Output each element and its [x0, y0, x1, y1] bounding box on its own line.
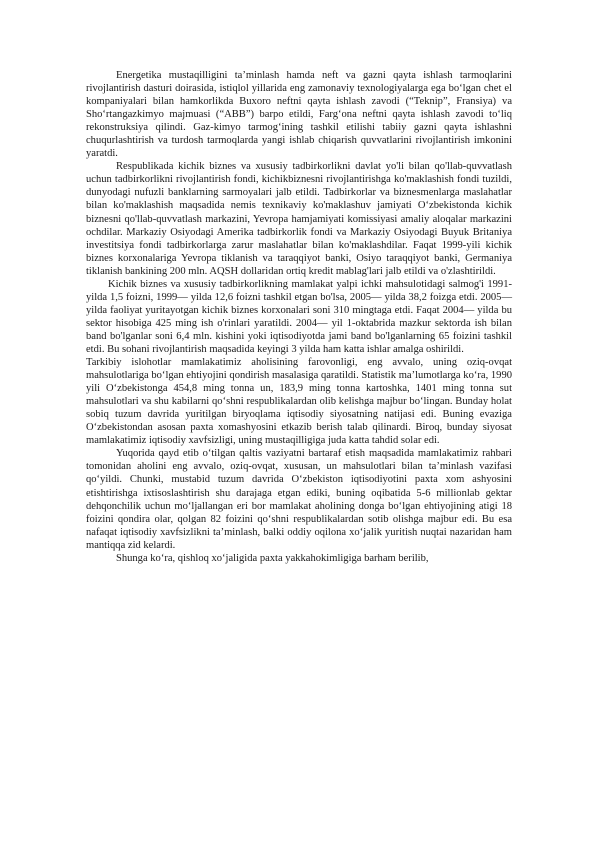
- body-text: [86, 69, 512, 565]
- paragraph-small-business-support: Respublikada kichik biznes va xususiy tadbirkorlikni davlat yo'li bilan qo'llab-quvvatlash uchun tadbirkorlikni rivojlantirish fondi, kichikbiznesni rivojlantirishga ko'maklashish fondi tuzildi, dunyodagi nufuzli banklarning sarmoyalari jalb etildi. Tadbirkorlar va biznesmenlarga maslahatlar bilan ko'maklashish maqsadida nemis texnikaviy ko'maklashuv jamiyati O‘zbekistonda kichik biznesni qo'llab-quvvatlash markazini, Yevropa hamjamiyati komissiyasi amaliy aloqalar markazini ochdilar. Markaziy Osiyodagi Amerika tadbirkorlik fondi va Markaziy Osiyodagi Buyuk Britaniya investitsiya fondi tadbirkorlarga zarur maslahatlar bilan ko'maklashdilar. Faqat 1999-yili kichik biznes korxonalariga Yevropa tiklanish va taraqqiyot banki, Osiyo taraqqiyot banki, Germaniya tiklanish bankining 200 mln. AQSH dollaridan ortiq kredit mablag'lari jalb etildi va o'zlashtirildi.: [86, 161, 512, 277]
- paragraph-agriculture: Shunga ko‘ra, qishloq xo‘jaligida paxta yakkahokimligiga barham berilib,: [116, 552, 429, 564]
- paragraph-energy: Energetika mustaqilligini ta’minlash hamda neft va gazni qayta ishlash tarmoqlarini rivojlantirish dasturi doirasida, istiqlol yillarida eng zamonaviy texnologiyalarga ega bo‘lgan chet el kompaniyalari bilan hamkorlikda Buxoro neftni qayta ishlash zavodi (“Teknip”, Fransiya) va Sho‘rtangazkimyo majmuasi (“ABB”) barpo etildi, Farg‘ona neftni qayta ishlash zavodi to‘liq rekonstruksiya qilindi. Gaz-kimyo tarmog‘ining tashkil etilishi tabiiy gazni qayta ishlashni chuqurlashtirish va turdosh tarmoqlarda yangi ishlab chiqarish quvvatlarini rivojlantirish imkonini yaratdi.: [86, 70, 512, 160]
- paragraph-food-security: Yuqorida qayd etib o‘tilgan qaltis vaziyatni bartaraf etish maqsadida mamlakatimiz rahbari tomonidan aholini eng avvalo, oziq-ovqat, xususan, un mahsulotlari bilan ta’minlash vazifasi qo‘yildi. Chunki, mustabid tuzum davrida O‘zbekiston iqtisodiyotini paxta xom ashyosini etishtirishga ixtisoslashtirish shu darajaga etgan ediki, buning oqibatida 5-6 millionlab gektar dehqonchilik uchun mo‘ljallangan eri bor mamlakat aholining donga bo‘lgan ehtiyojining atigi 18 foizini qondira olar, qolgan 82 foizini qo‘shni respublikalardan sotib olishga majbur edi. Bu esa nafaqat iqtisodiy xavfsizlikni ta’minlash, balki oddiy oqilona xo‘jalik yuritish nuqtai nazaridan ham mantiqqa zid kelardi.: [86, 448, 512, 551]
- paragraph-structural-reforms: Tarkibiy islohotlar mamlakatimiz aholisining farovonligi, eng avvalo, uning oziq-ovqat mahsulotlariga bo‘lgan ehtiyojini qondirish masalasiga qaratildi. Statistik ma’lumotlarga ko‘ra, 1990 yili O‘zbekistonga 454,8 ming tonna un, 183,9 ming tonna kartoshka, 1401 ming tonna sut mahsulotlari va shu kabilarni qo‘shni respublikalardan olib kelishga majbur bo‘lingan. Bunday holat sobiq tuzum davrida yuritilgan biryoqlama iqtisodiy siyosatning natijasi edi. Buning evaziga O‘zbekistondan asosan paxta xomashyosini etkazib berish talab qilinardi. Biroq, bunday siyosat mamlakatimiz iqtisodiy xavfsizligi, uning mustaqilligiga juda katta tahdid solar edi.: [86, 357, 512, 447]
- paragraph-small-business-share: Kichik biznes va xususiy tadbirkorlikning mamlakat yalpi ichki mahsulotidagi salmog'i 1991- yilda 1,5 foizni, 1999— yilda 12,6 foizni tashkil etgan bo'lsa, 2005— yilda 38,2 foizga etdi. 2005— yilda faoliyat yuritayotgan kichik biznes korxonalari soni 310 mingtaga etdi. Faqat 2004— yilda bu sektor hisobiga 425 ming ish o'rinlari yaratildi. 2004— yil 1-oktabrida mazkur sektorda ish bilan band bo'lganlar soni 6,4 mln. kishini yoki iqtisodiyotda jami band bo'lganlarning 65 foizini tashkil etdi. Bu sohani rivojlantirish maqsadida keyingi 3 yilda ham katta ishlar amalga oshirildi.: [86, 278, 512, 355]
